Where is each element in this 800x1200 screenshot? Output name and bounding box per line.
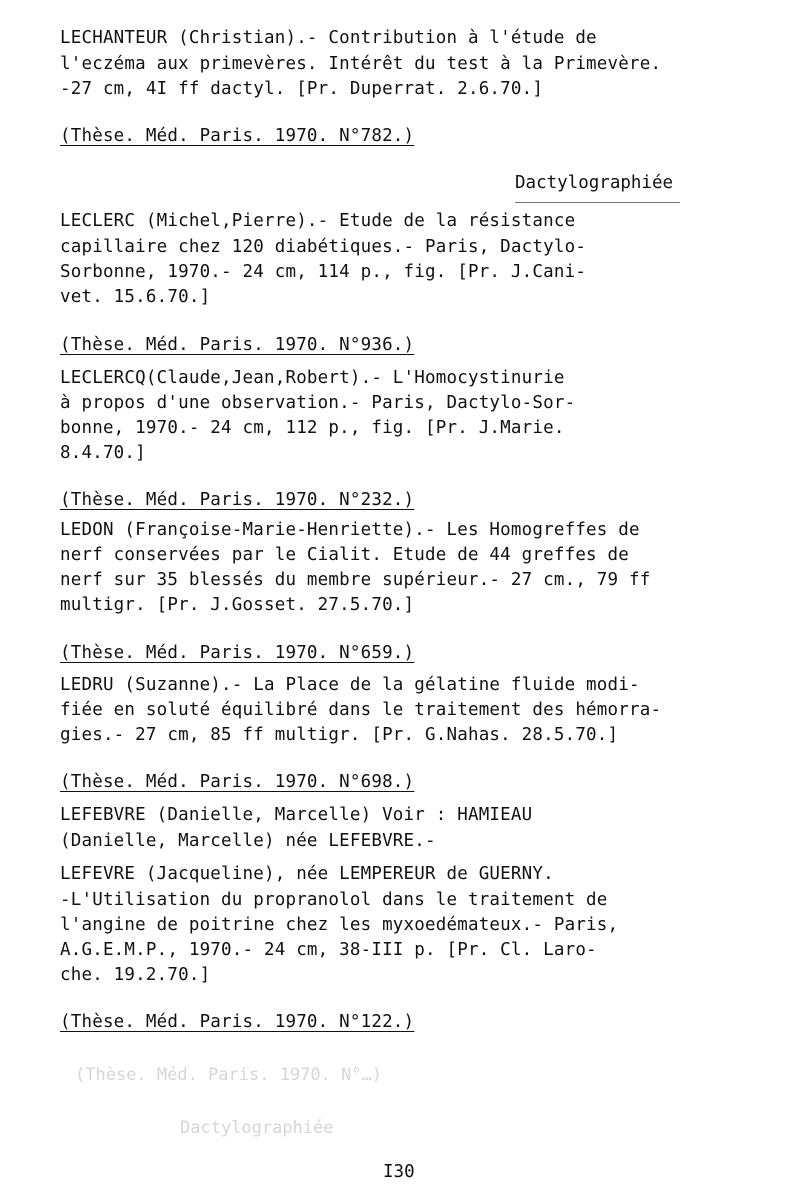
thesis-reference: (Thèse. Méd. Paris. 1970. N°122.) — [60, 1012, 415, 1032]
entry-line: LECLERC (Michel,Pierre).- Etude de la résistance — [60, 211, 576, 231]
entry-line: nerf sur 35 blessés du membre supérieur.- 27 cm., 79 ff — [60, 570, 651, 590]
entry-line: 8.4.70.] — [60, 443, 146, 463]
entry-line: (Danielle, Marcelle) née LEFEBVRE.- — [60, 831, 436, 851]
entry-line: A.G.E.M.P., 1970.- 24 cm, 38-III p. [Pr. Cl. Laro- — [60, 940, 597, 960]
entry-line: vet. 15.6.70.] — [60, 287, 211, 307]
entry-line: bonne, 1970.- 24 cm, 112 p., fig. [Pr. J.Marie. — [60, 418, 565, 438]
entry-line: capillaire chez 120 diabétiques.- Paris, Dactylo- — [60, 237, 587, 257]
entry-line: LEDON (Françoise-Marie-Henriette).- Les Homogreffes de — [60, 520, 640, 540]
page-number: I30 — [383, 1162, 415, 1182]
thesis-reference: (Thèse. Méd. Paris. 1970. N°936.) — [60, 335, 415, 355]
show-through-text: (Thèse. Méd. Paris. 1970. N°…) — [75, 1065, 383, 1085]
thesis-reference: (Thèse. Méd. Paris. 1970. N°232.) — [60, 490, 415, 510]
thesis-reference: (Thèse. Méd. Paris. 1970. N°782.) — [60, 126, 415, 146]
entry-line: l'eczéma aux primevères. Intérêt du test à la Primevère. — [60, 54, 662, 74]
entry-line: LEDRU (Suzanne).- La Place de la gélatine fluide modi- — [60, 675, 640, 695]
entry-line: -L'Utilisation du propranolol dans le traitement de — [60, 890, 608, 910]
entry-line: che. 19.2.70.] — [60, 965, 211, 985]
entry-line: fiée en soluté équilibré dans le traitement des hémorra- — [60, 700, 662, 720]
thesis-reference: (Thèse. Méd. Paris. 1970. N°659.) — [60, 643, 415, 663]
entry-line: LEFEVRE (Jacqueline), née LEMPEREUR de GUERNY. — [60, 864, 554, 884]
entry-line: -27 cm, 4I ff dactyl. [Pr. Duperrat. 2.6.70.] — [60, 79, 544, 99]
entry-line: gies.- 27 cm, 85 ff multigr. [Pr. G.Nahas. 28.5.70.] — [60, 725, 619, 745]
handwritten-note: Dactylographiée — [515, 173, 674, 193]
entry-line: multigr. [Pr. J.Gosset. 27.5.70.] — [60, 595, 415, 615]
entry-line: l'angine de poitrine chez les myxoedémateux.- Paris, — [60, 915, 619, 935]
entry-line: LECLERCQ(Claude,Jean,Robert).- L'Homocystinurie — [60, 368, 565, 388]
thesis-reference: (Thèse. Méd. Paris. 1970. N°698.) — [60, 772, 415, 792]
entry-line: Sorbonne, 1970.- 24 cm, 114 p., fig. [Pr. J.Cani- — [60, 262, 587, 282]
entry-line: à propos d'une observation.- Paris, Dactylo-Sor- — [60, 393, 576, 413]
divider — [515, 202, 680, 203]
entry-line: LEFEBVRE (Danielle, Marcelle) Voir : HAMIEAU — [60, 805, 533, 825]
entry-line: nerf conservées par le Cialit. Etude de 44 greffes de — [60, 545, 630, 565]
show-through-text: Dactylographiée — [180, 1118, 334, 1138]
entry-line: LECHANTEUR (Christian).- Contribution à l'étude de — [60, 28, 597, 48]
